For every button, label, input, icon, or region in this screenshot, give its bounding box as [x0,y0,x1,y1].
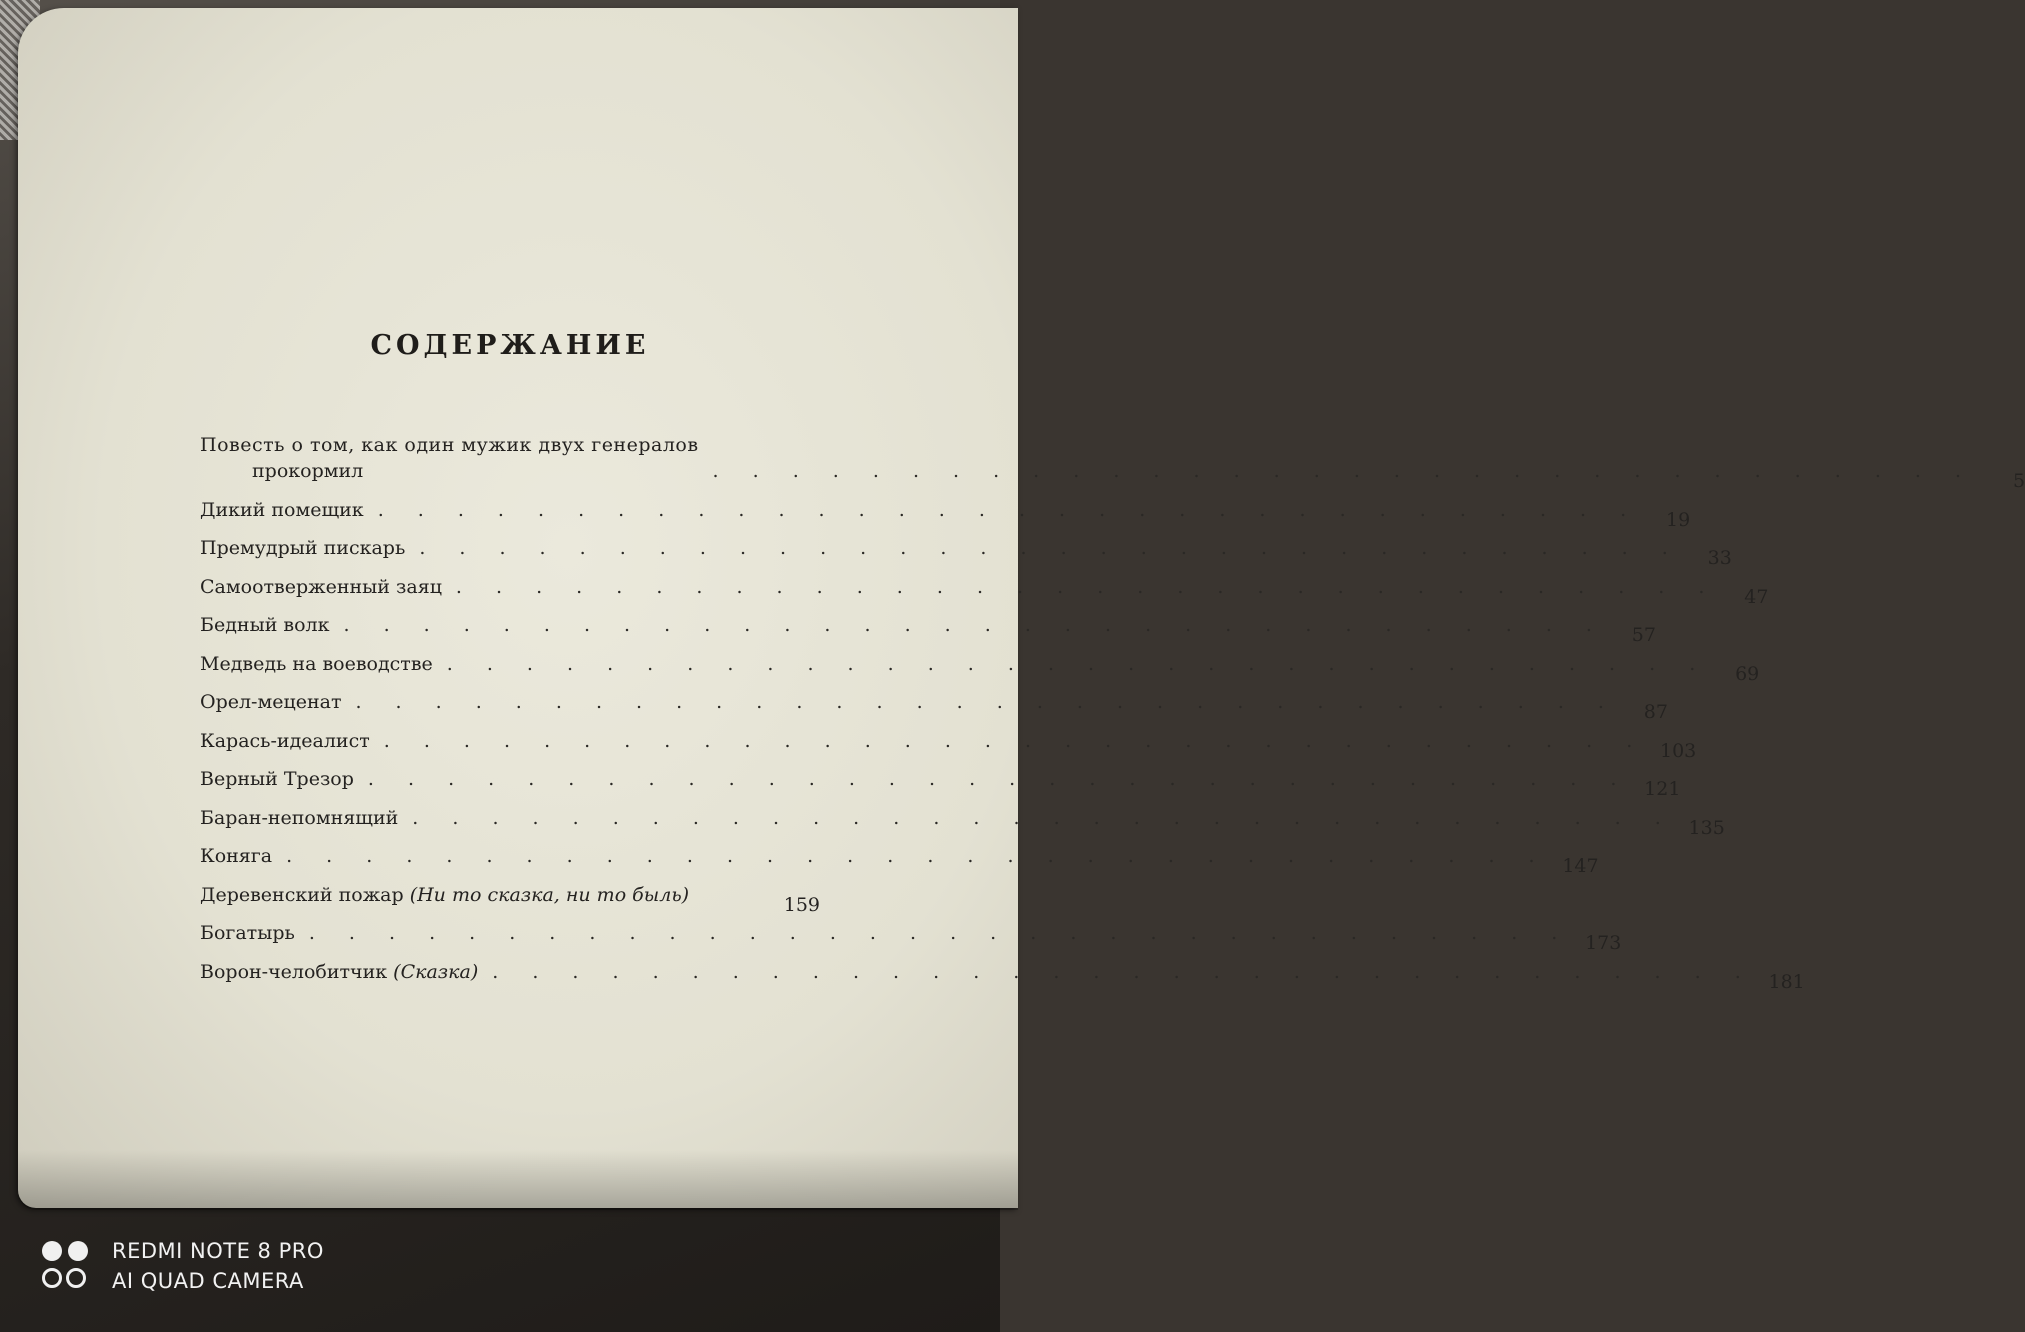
toc-page-number: 5 [2012,470,2025,492]
toc-entry [200,908,1622,954]
camera-watermark-text [112,1236,324,1296]
toc-entry [200,420,2025,492]
toc-entry-title-line1: Повесть о том, как один мужик двух генералов [200,434,699,456]
toc-page-number: 33 [1707,547,1732,569]
toc-entry-title: Богатырь [200,922,295,944]
toc-leader-dots: . . . . . . . . . . . . . . . . . . . . . . . . . . . . . . . . [286,845,1549,867]
toc-entry [200,946,1805,993]
toc-page-number: 181 [1768,970,1805,993]
page-title: СОДЕРЖАНИЕ [370,330,650,361]
toc-entry-title-text: Ворон-челобитчик [200,960,388,983]
toc-leader-dots: . . . . . . . . . . . . . . . . . . . . . . . . . . . . . . . . [383,729,1647,752]
toc-entry [200,561,1769,608]
toc-page-number: 87 [1643,701,1668,723]
toc-entry [200,831,1599,877]
toc-entry-title: Дикий помещик [200,498,364,521]
toc-page-number: 173 [1585,932,1622,954]
camera-model: REDMI NOTE 8 PRO [112,1239,324,1263]
toc-entry-title: Премудрый пискарь [200,537,406,559]
toc-page-number: 103 [1659,739,1697,762]
table-of-contents [200,420,2025,993]
toc-leader-dots: . . . . . . . . . . . . . . . . . . . . . . . . . . . . . . . . [446,652,1710,675]
toc-leader-dots: . . . . . . . . . . . . . . . . . . . . . . . . . . . . . . . . [367,768,1631,790]
toc-entry-title: Медведь на воеводстве [200,652,433,675]
toc-entry [200,677,1668,723]
toc-entry [200,484,1691,531]
toc-entry-title [200,882,689,908]
camera-lens-icon [42,1241,92,1291]
toc-leader-dots: . . . . . . . . . . . . . . . . . . . . . . . . . . . . . . . . [419,537,1682,559]
toc-leader-dots: . . . . . . . . . . . . . . . . . . . . . . . . . . . . . . . . [377,498,1641,521]
toc-leader-dots: . . . . . . . . . . . . . . . . . . . . . . . . . . . . . . . . [343,614,1606,636]
toc-entry-title: Самоотверженный заяц [200,575,442,598]
page-shadow [18,1150,1018,1210]
toc-entry-subtitle: (Сказка) [393,960,479,983]
toc-entry [200,638,1760,685]
toc-entry-title: Карась-идеалист [200,729,370,752]
toc-page-number: 69 [1735,662,1760,685]
toc-page-number: 57 [1631,624,1656,646]
camera-type: AI QUAD CAMERA [112,1269,304,1293]
toc-entry-subtitle: (Ни то сказка, ни то быль) [409,883,690,906]
toc-page-number: 47 [1744,585,1769,608]
toc-entry [200,523,1732,569]
toc-entry-title [200,959,478,985]
toc-leader-dots: . . . . . . . . . . . . . . . . . . . . . . . . . . . . . . . . [492,960,1755,983]
toc-page-number: 135 [1688,816,1725,839]
toc-leader-dots: . . . . . . . . . . . . . . . . . . . . . . . . . . . . . . . . [412,806,1675,829]
toc-entry-title: Коняга [200,845,273,867]
toc-leader-dots: . . . . . . . . . . . . . . . . . . . . . . . . . . . . . . . . [355,691,1618,713]
toc-entry-title-line2: прокормил [252,460,364,482]
toc-leader-dots: . . . . . . . . . . . . . . . . . . . . . . . . . . . . . . . . [455,575,1719,598]
toc-entry [200,869,820,916]
toc-leader-dots: . . . . . . . . . . . . . . . . . . . . . . . . . . . . . . . . [308,922,1572,944]
toc-page-number: 19 [1666,508,1691,531]
toc-entry-title: Орел-меценат [200,691,342,713]
toc-page-number: 159 [783,893,820,916]
toc-entry-title: Верный Трезор [200,768,354,790]
toc-entry-title [200,432,699,484]
toc-entry-title: Баран-непомнящий [200,806,399,829]
toc-entry-title: Бедный волк [200,614,330,636]
toc-entry [200,600,1656,646]
toc-page-number: 147 [1562,855,1599,877]
toc-page-number: 121 [1644,778,1681,800]
toc-entry [200,792,1725,839]
toc-entry-title-text: Деревенский пожар [200,883,404,906]
toc-entry [200,715,1697,762]
toc-entry [200,754,1681,800]
camera-watermark [42,1236,324,1296]
toc-leader-dots: . . . . . . . . . . . . . . . . . . . . . . . . . . . . . . . . [712,460,1976,482]
